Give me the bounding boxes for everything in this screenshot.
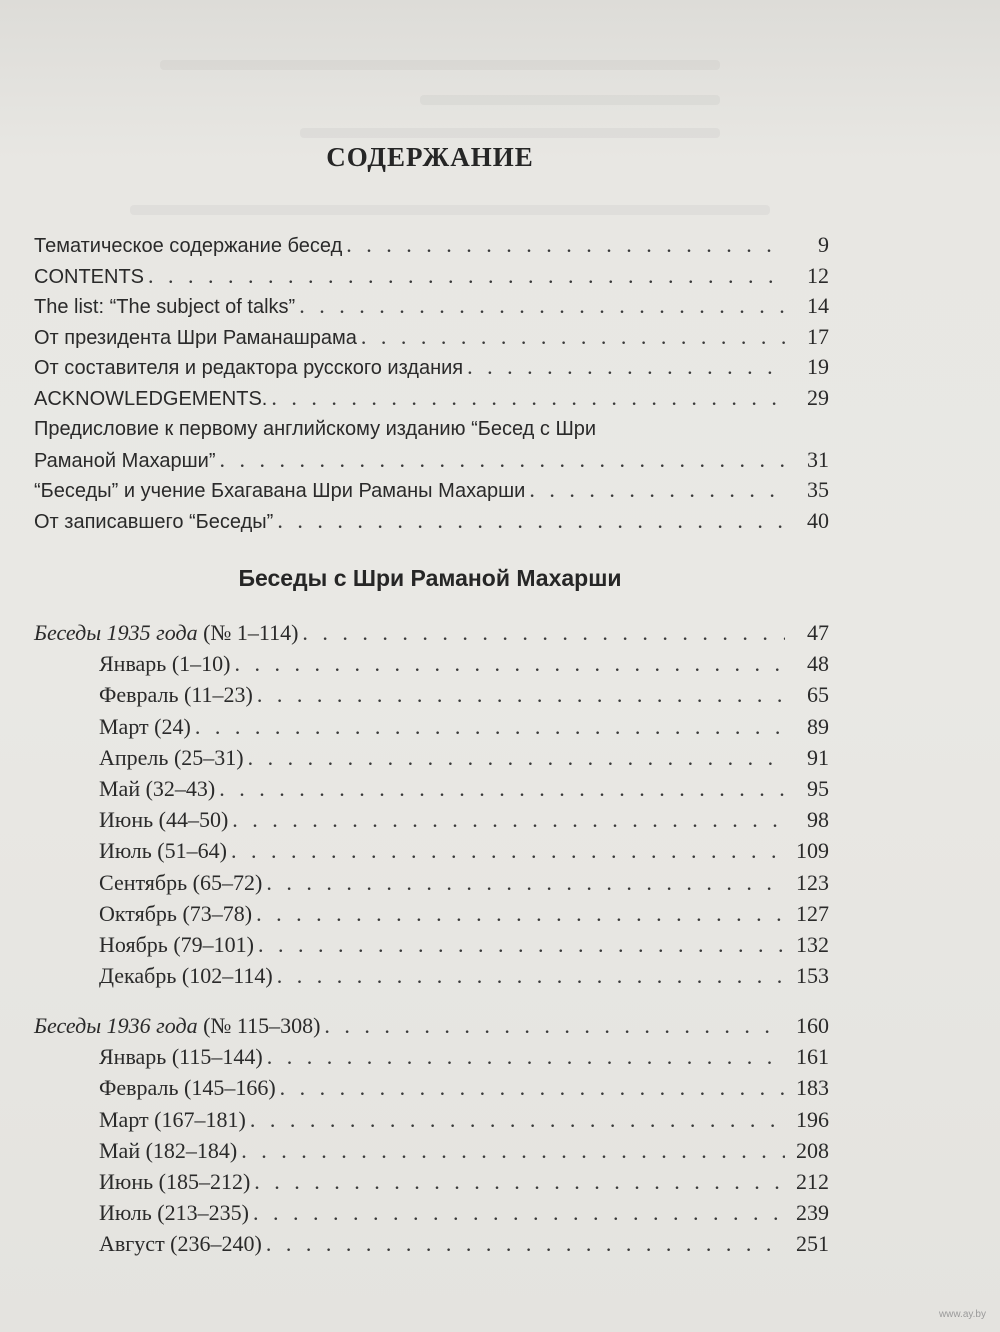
toc-entry-label: ACKNOWLEDGEMENTS. <box>34 387 268 410</box>
toc-month-entry[interactable] <box>34 960 829 991</box>
toc-entry-page: 17 <box>807 323 829 349</box>
toc-entry-label: CONTENTS <box>34 265 144 288</box>
leader-dots <box>250 1104 785 1135</box>
leader-dots <box>257 679 785 710</box>
toc-month-entry[interactable] <box>34 804 829 835</box>
year-1935-list <box>34 617 829 991</box>
show-through-text <box>130 205 770 215</box>
toc-entry-label-line1: Предисловие к первому английскому изданию “Бесед с Шри <box>34 417 597 440</box>
toc-month-entry[interactable] <box>34 1135 829 1166</box>
toc-entry-label: “Беседы” и учение Бхагавана Шри Раманы Махарши <box>34 480 526 503</box>
toc-entry-label: Февраль (145–166) <box>99 1075 276 1101</box>
toc-entry-page: 40 <box>807 507 829 533</box>
toc-entry-page: 98 <box>807 807 829 833</box>
leader-dots <box>277 506 785 537</box>
leader-dots <box>266 1228 785 1259</box>
toc-entry-page: 95 <box>807 775 829 801</box>
toc-entry-label: Октябрь (73–78) <box>99 900 253 926</box>
toc-entry-label: От записавшего “Беседы” <box>34 510 274 533</box>
leader-dots <box>467 352 785 383</box>
toc-entry[interactable] <box>34 261 829 292</box>
toc-month-entry[interactable] <box>34 1166 829 1197</box>
toc-month-entry[interactable] <box>34 773 829 804</box>
toc-entry[interactable] <box>34 352 829 383</box>
toc-entry-page: 183 <box>796 1075 829 1101</box>
leader-dots <box>302 617 785 648</box>
toc-entry-label: Ноябрь (79–101) <box>99 931 254 957</box>
toc-entry-page: 9 <box>818 232 829 257</box>
toc-month-entry[interactable] <box>34 1104 829 1135</box>
toc-entry-page: 47 <box>807 620 829 645</box>
toc-entry-page: 212 <box>796 1168 829 1194</box>
toc-entry-label: От президента Шри Раманашрама <box>34 326 357 349</box>
toc-entry-label: Март (167–181) <box>99 1106 246 1132</box>
leader-dots <box>231 835 785 866</box>
toc-entry-page: 123 <box>796 869 829 895</box>
toc-entry[interactable] <box>34 445 829 476</box>
toc-entry-page: 29 <box>807 384 829 410</box>
leader-dots <box>219 445 785 476</box>
toc-entry-label: Июнь (185–212) <box>99 1168 251 1194</box>
toc-month-entry[interactable] <box>34 835 829 866</box>
toc-entry[interactable] <box>34 322 829 353</box>
toc-entry[interactable] <box>34 291 829 322</box>
watermark: www.ay.by <box>938 1309 986 1320</box>
year-title: Беседы 1936 года <box>34 1013 198 1038</box>
toc-entry[interactable] <box>34 506 829 537</box>
show-through-text <box>420 95 720 105</box>
toc-entry-label: Август (236–240) <box>99 1231 262 1257</box>
toc-month-entry[interactable] <box>34 648 829 679</box>
leader-dots <box>280 1072 785 1103</box>
leader-dots <box>254 1166 785 1197</box>
toc-entry-label: Март (24) <box>99 713 191 739</box>
toc-month-entry[interactable] <box>34 711 829 742</box>
leader-dots <box>241 1135 785 1166</box>
toc-entry-page: 19 <box>807 354 829 380</box>
toc-month-entry[interactable] <box>34 1041 829 1072</box>
toc-month-entry[interactable] <box>34 929 829 960</box>
toc-entry-label: Февраль (11–23) <box>99 682 253 708</box>
leader-dots <box>248 742 785 773</box>
toc-entry-label: The list: “The subject of talks” <box>34 296 296 319</box>
toc-entry-page: 196 <box>796 1106 829 1132</box>
toc-month-entry[interactable] <box>34 898 829 929</box>
leader-dots <box>324 1010 785 1041</box>
toc-entry-label: Июль (213–235) <box>99 1200 249 1226</box>
toc-entry-label: Январь (115–144) <box>99 1044 263 1070</box>
year-range: (№ 115–308) <box>203 1013 321 1038</box>
toc-month-entry[interactable] <box>34 1072 829 1103</box>
year-range: (№ 1–114) <box>203 620 299 645</box>
toc-year-entry[interactable] <box>34 617 829 648</box>
toc-entry-label: Сентябрь (65–72) <box>99 869 263 895</box>
toc-month-entry[interactable] <box>34 1197 829 1228</box>
toc-entry[interactable] <box>34 383 829 414</box>
toc-entry-page: 65 <box>807 682 829 708</box>
toc-month-entry[interactable] <box>34 742 829 773</box>
leader-dots <box>235 648 786 679</box>
year-title: Беседы 1935 года <box>34 620 198 645</box>
leader-dots <box>258 929 785 960</box>
toc-entry-page: 160 <box>796 1013 829 1038</box>
leader-dots <box>299 291 785 322</box>
leader-dots <box>195 711 785 742</box>
toc-entry-page: 208 <box>796 1137 829 1163</box>
leader-dots <box>361 322 785 353</box>
toc-entry-label: Тематическое содержание бесед <box>34 235 343 257</box>
toc-year-entry[interactable] <box>34 1010 829 1041</box>
toc-entry-label: Май (32–43) <box>99 775 216 801</box>
toc-entry-label: Раманой Махарши” <box>34 449 216 472</box>
toc-entry-page: 48 <box>807 651 829 677</box>
toc-entry-label: От составителя и редактора русского издания <box>34 357 464 380</box>
front-matter-list <box>34 230 829 536</box>
toc-entry-page: 161 <box>796 1044 829 1070</box>
year-1936-list <box>34 1010 829 1260</box>
toc-entry-page: 251 <box>796 1231 829 1257</box>
toc-entry-label: Июнь (44–50) <box>99 807 229 833</box>
section-title: Беседы с Шри Раманой Махарши <box>238 565 622 591</box>
toc-entry-label: Май (182–184) <box>99 1137 238 1163</box>
toc-entry-page: 12 <box>807 262 829 288</box>
toc-entry-page: 127 <box>796 900 829 926</box>
page-title: СОДЕРЖАНИЕ <box>326 142 534 172</box>
toc-entry-page: 89 <box>807 713 829 739</box>
toc-entry[interactable] <box>34 230 829 261</box>
leader-dots <box>256 898 785 929</box>
show-through-text <box>160 60 720 70</box>
leader-dots <box>148 261 785 292</box>
toc-entry-label: Июль (51–64) <box>99 838 227 864</box>
toc-entry-page: 132 <box>796 931 829 957</box>
toc-entry-page: 153 <box>796 963 829 989</box>
toc-entry-page: 91 <box>807 744 829 770</box>
toc-entry-page: 35 <box>807 477 829 503</box>
leader-dots <box>266 867 785 898</box>
leader-dots <box>346 230 785 261</box>
toc-month-entry[interactable] <box>34 679 829 710</box>
toc-entry-page: 31 <box>807 446 829 472</box>
toc-entry-page: 14 <box>807 293 829 319</box>
toc-entry-page: 239 <box>796 1200 829 1226</box>
leader-dots <box>529 475 785 506</box>
show-through-text <box>300 128 720 138</box>
toc-entry-label: Декабрь (102–114) <box>99 963 273 989</box>
toc-entry-label: Апрель (25–31) <box>99 744 244 770</box>
toc-month-entry[interactable] <box>34 1228 829 1259</box>
leader-dots <box>267 1041 785 1072</box>
leader-dots <box>232 804 785 835</box>
leader-dots <box>253 1197 785 1228</box>
leader-dots <box>219 773 785 804</box>
toc-month-entry[interactable] <box>34 867 829 898</box>
leader-dots <box>271 383 785 414</box>
toc-entry[interactable] <box>34 475 829 506</box>
leader-dots <box>277 960 785 991</box>
toc-entry-page: 109 <box>796 838 829 864</box>
toc-entry-label: Январь (1–10) <box>99 651 231 677</box>
